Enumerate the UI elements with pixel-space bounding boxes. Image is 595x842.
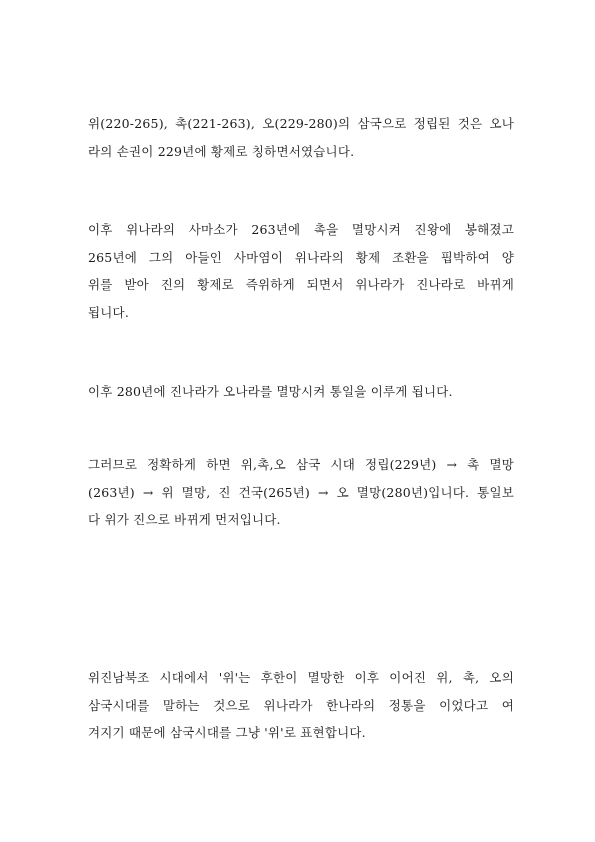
paragraph-wei-naming-explanation — [88, 664, 514, 747]
paragraph-line: 이후 280년에 진나라가 오나라를 멸망시켜 통일을 이루게 됩니다. — [88, 384, 453, 399]
paragraph-line: 삼국시대를 말하는 것으로 위나라가 한나라의 정통을 이었다고 여 — [88, 697, 514, 713]
paragraph-line: 겨지기 때문에 삼국시대를 그냥 '위'로 표현합니다. — [88, 725, 366, 740]
paragraph-line: 위(220-265), 촉(221-263), 오(229-280)의 삼국으로 정립된 것은 오나 — [88, 116, 514, 131]
paragraph-line: 그러므로 정확하게 하면 위,촉,오 삼국 시대 정립(229년) → 촉 멸망 — [88, 457, 514, 472]
paragraph-line: 위진남북조 시대에서 '위'는 후한이 멸망한 이후 이어진 위, 촉, 오의 — [88, 670, 514, 685]
paragraph-line: 265년에 그의 아들인 사마염이 위나라의 황제 조환을 핍박하여 양 — [88, 249, 514, 265]
paragraph-line: 라의 손권이 229년에 황제로 칭하면서였습니다. — [88, 143, 355, 159]
paragraph-line: 됩니다. — [88, 304, 129, 320]
paragraph-three-kingdoms-founding — [88, 110, 514, 165]
paragraph-jin-dynasty-rise — [88, 216, 514, 326]
paragraph-unification — [88, 378, 514, 406]
paragraph-line: (263년) → 위 멸망, 진 건국(265년) → 오 멸망(280년)입니다. 통일보 — [88, 484, 514, 500]
paragraph-line: 다 위가 진으로 바뀌게 먼저입니다. — [88, 512, 281, 527]
paragraph-line: 위를 받아 진의 황제로 즉위하게 되면서 위나라가 진나라로 바뀌게 — [88, 277, 514, 292]
paragraph-timeline-summary — [88, 451, 514, 534]
paragraph-line: 이후 위나라의 사마소가 263년에 촉을 멸망시켜 진왕에 봉해졌고 — [88, 222, 514, 237]
